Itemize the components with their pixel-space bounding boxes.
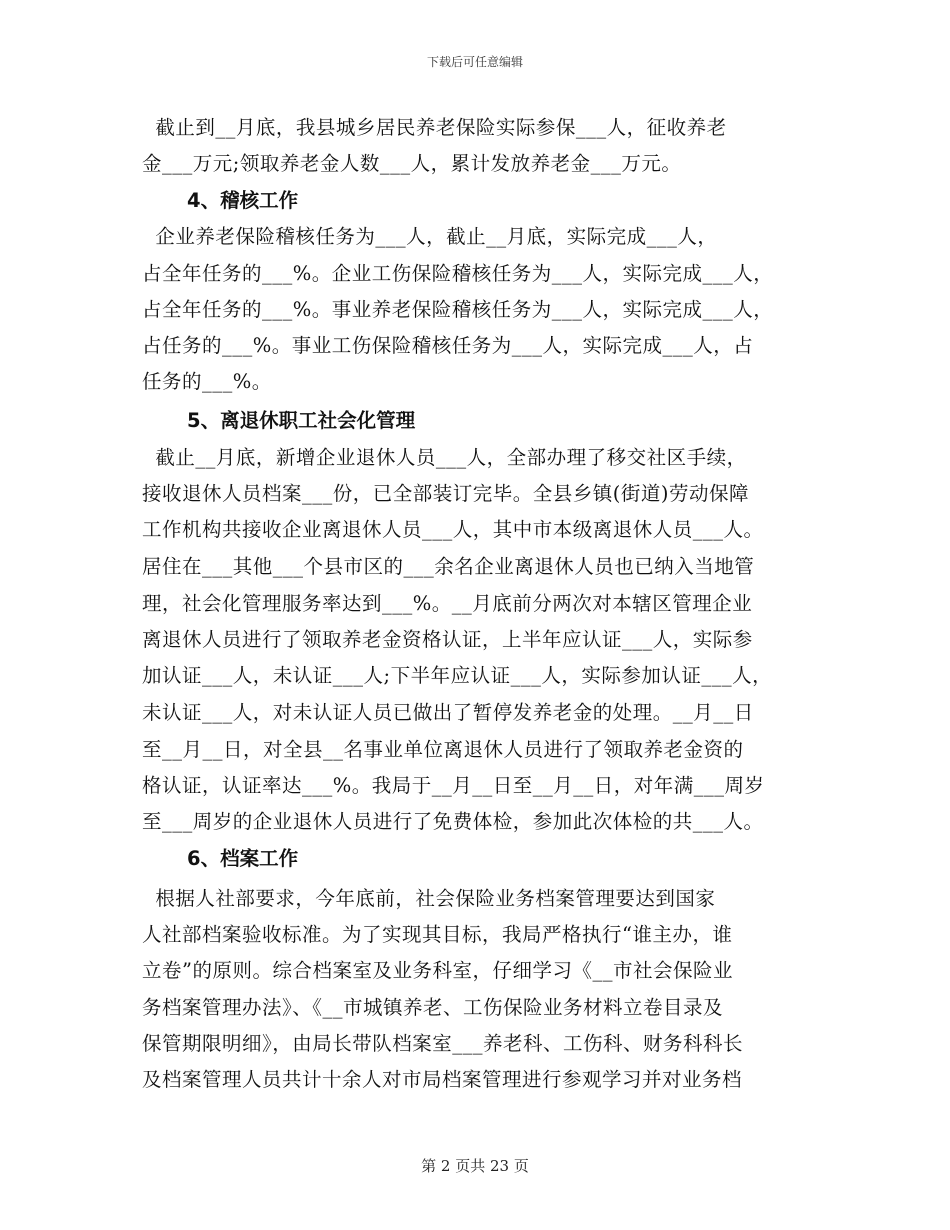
section-heading: 4、稽核工作	[187, 189, 299, 212]
paragraph-line: 立卷”的原则。综合档案室及业务科室，仔细学习《__市社会保险业	[142, 959, 733, 982]
paragraph-line: 金___万元;领取养老金人数___人，累计发放养老金___万元。	[142, 152, 682, 175]
page-footer: 第 2 页共 23 页	[421, 1157, 529, 1175]
paragraph-line: 占全年任务的___%。事业养老保险稽核任务为___人，实际完成___人，	[142, 298, 774, 321]
paragraph-line: 接收退休人员档案___份，已全部装订完毕。全县乡镇(街道)劳动保障	[142, 482, 749, 505]
paragraph-line: 工作机构共接收企业离退休人员___人，其中市本级离退休人员___人。	[142, 518, 764, 541]
paragraph-line: 格认证，认证率达___%。我局于__月__日至__月__日，对年满___周岁	[142, 774, 765, 797]
paragraph-line: 及档案管理人员共计十余人对市局档案管理进行参观学习并对业务档	[142, 1068, 743, 1091]
paragraph-line: 占任务的___%。事业工伤保险稽核任务为___人，实际完成___人，占	[142, 334, 754, 357]
paragraph-line: 截止__月底，新增企业退休人员___人，全部办理了移交社区手续，	[142, 446, 747, 469]
paragraph-line: 根据人社部要求，今年底前，社会保险业务档案管理要达到国家	[142, 887, 716, 910]
paragraph-line: 保管期限明细》，由局长带队档案室___养老科、工伤科、财务科科长	[142, 1032, 744, 1055]
paragraph-line: 务档案管理办法》、《__市城镇养老、工伤保险业务材料立卷目录及	[142, 996, 724, 1019]
paragraph-line: 企业养老保险稽核任务为___人，截止__月底，实际完成___人，	[142, 225, 718, 248]
paragraph-line: 加认证___人，未认证___人;下半年应认证___人，实际参加认证___人，	[142, 664, 773, 687]
paragraph-line: 任务的___%。	[142, 370, 272, 393]
paragraph-line: 至___周岁的企业退休人员进行了免费体检，参加此次体检的共___人。	[142, 810, 764, 833]
section-heading: 6、档案工作	[187, 847, 299, 870]
paragraph-line: 未认证___人，对未认证人员已做出了暂停发养老金的处理。__月__日	[142, 701, 754, 724]
paragraph-line: 离退休人员进行了领取养老金资格认证，上半年应认证___人，实际参	[142, 628, 753, 651]
paragraph-line: 居住在___其他___个县市区的___余名企业离退休人员也已纳入当地管	[142, 555, 755, 578]
paragraph-line: 至__月__日，对全县__名事业单位离退休人员进行了领取养老金资的	[142, 738, 744, 761]
paragraph-line: 理，社会化管理服务率达到___%。__月底前分两次对本辖区管理企业	[142, 592, 753, 615]
section-heading: 5、离退休职工社会化管理	[187, 409, 416, 432]
paragraph-line: 截止到__月底，我县城乡居民养老保险实际参保___人，征收养老	[142, 116, 727, 139]
paragraph-line: 人社部档案验收标准。为了实现其目标，我局严格执行“谁主办，谁	[142, 923, 733, 946]
paragraph-line: 占全年任务的___%。企业工伤保险稽核任务为___人，实际完成___人，	[142, 262, 774, 285]
page-header: 下载后可任意编辑	[426, 55, 523, 69]
